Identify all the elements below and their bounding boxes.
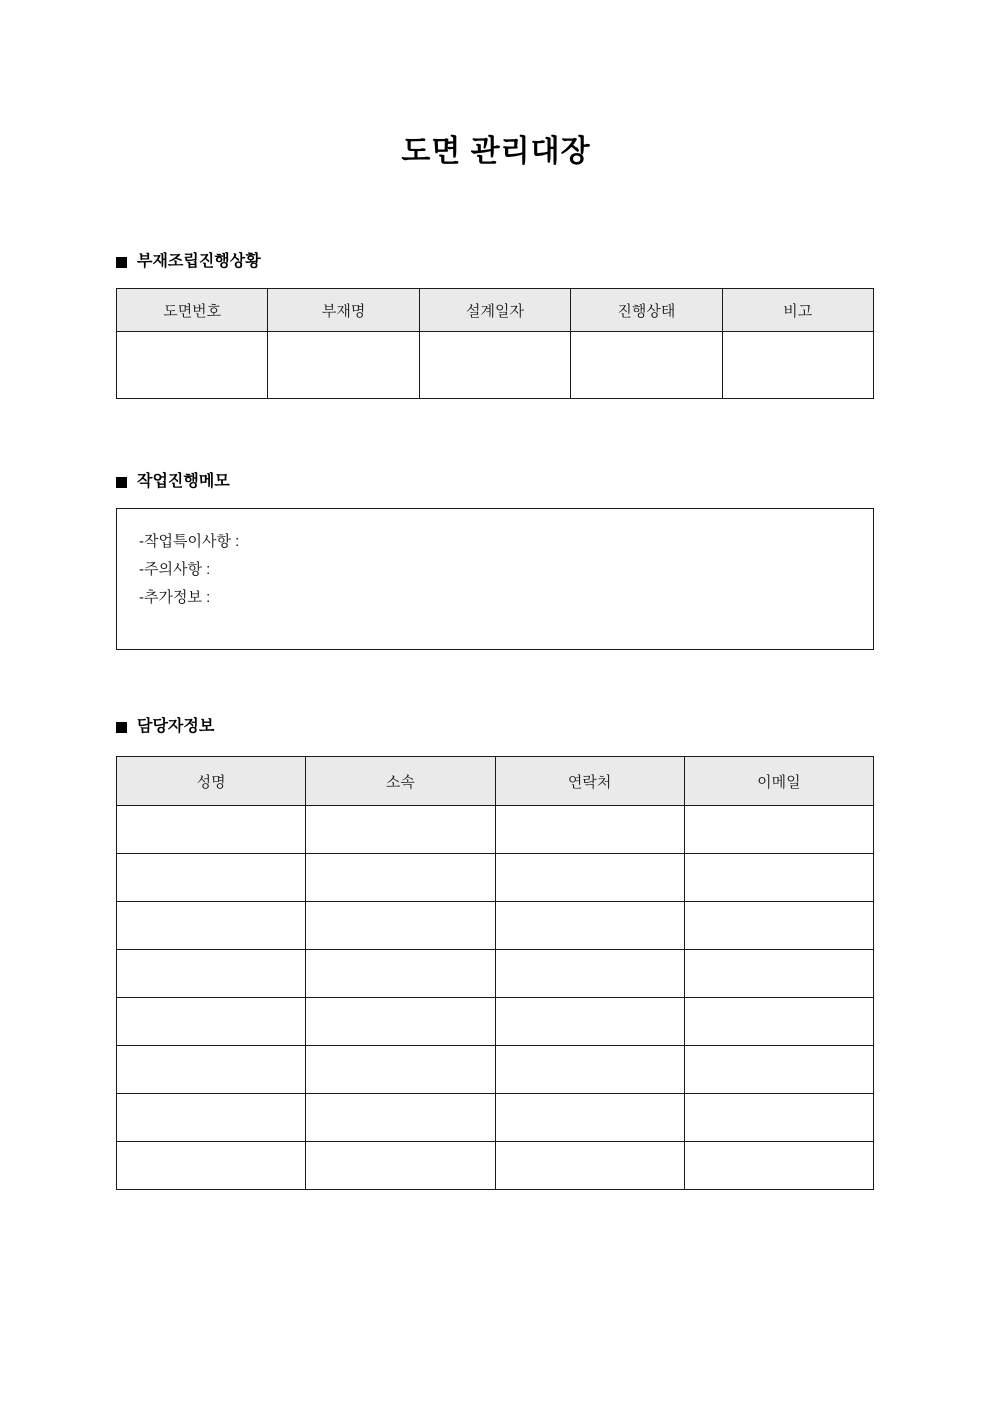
cell-affiliation[interactable]: [306, 806, 495, 854]
cell-affiliation[interactable]: [306, 1142, 495, 1190]
cell-phone[interactable]: [495, 1094, 684, 1142]
cell-phone[interactable]: [495, 902, 684, 950]
cell-email[interactable]: [684, 1142, 873, 1190]
cell-phone[interactable]: [495, 854, 684, 902]
cell-email[interactable]: [684, 998, 873, 1046]
table-row: [117, 998, 874, 1046]
table-row: [117, 1142, 874, 1190]
column-header-remarks: 비고: [722, 289, 873, 332]
cell-phone[interactable]: [495, 1142, 684, 1190]
cell-name[interactable]: [117, 854, 306, 902]
column-header-design-date: 설계일자: [419, 289, 570, 332]
cell-name[interactable]: [117, 806, 306, 854]
table-row: [117, 902, 874, 950]
cell-email[interactable]: [684, 950, 873, 998]
cell-progress-state[interactable]: [571, 332, 722, 399]
table-header-row: [117, 289, 874, 332]
table-row: [117, 332, 874, 399]
table-row: [117, 1094, 874, 1142]
cell-name[interactable]: [117, 1142, 306, 1190]
cell-affiliation[interactable]: [306, 1094, 495, 1142]
memo-line-cautions: -주의사항 :: [139, 561, 211, 578]
table-row: [117, 1046, 874, 1094]
column-header-affiliation: 소속: [306, 757, 495, 806]
cell-affiliation[interactable]: [306, 854, 495, 902]
memo-box[interactable]: [116, 508, 874, 650]
cell-drawing-number[interactable]: [117, 332, 268, 399]
cell-affiliation[interactable]: [306, 902, 495, 950]
section-heading-label: 담당자정보: [137, 718, 215, 735]
cell-phone[interactable]: [495, 806, 684, 854]
cell-name[interactable]: [117, 1046, 306, 1094]
filled-square-icon: [116, 257, 127, 268]
page-title: 도면 관리대장: [401, 135, 591, 168]
cell-phone[interactable]: [495, 950, 684, 998]
section-heading-contacts: [116, 716, 214, 738]
cell-design-date[interactable]: [419, 332, 570, 399]
filled-square-icon: [116, 477, 127, 488]
cell-name[interactable]: [117, 902, 306, 950]
table-header-row: [117, 757, 874, 806]
cell-affiliation[interactable]: [306, 1046, 495, 1094]
cell-affiliation[interactable]: [306, 998, 495, 1046]
cell-name[interactable]: [117, 998, 306, 1046]
cell-phone[interactable]: [495, 998, 684, 1046]
cell-name[interactable]: [117, 1094, 306, 1142]
cell-phone[interactable]: [495, 1046, 684, 1094]
section-heading-label: 작업진행메모: [137, 473, 230, 490]
section-heading-progress: [116, 251, 261, 273]
cell-email[interactable]: [684, 806, 873, 854]
cell-member-name[interactable]: [268, 332, 419, 399]
cell-affiliation[interactable]: [306, 950, 495, 998]
cell-email[interactable]: [684, 1094, 873, 1142]
filled-square-icon: [116, 722, 127, 733]
section-heading-memo: [116, 471, 230, 493]
contacts-table: [116, 756, 874, 1190]
column-header-name: 성명: [117, 757, 306, 806]
cell-email[interactable]: [684, 854, 873, 902]
section-heading-label: 부재조립진행상황: [137, 253, 261, 270]
column-header-drawing-number: 도면번호: [117, 289, 268, 332]
column-header-phone: 연락처: [495, 757, 684, 806]
column-header-progress-state: 진행상태: [571, 289, 722, 332]
table-row: [117, 950, 874, 998]
progress-table: [116, 288, 874, 399]
memo-line-special-notes: -작업특이사항 :: [139, 533, 240, 550]
cell-name[interactable]: [117, 950, 306, 998]
table-row: [117, 806, 874, 854]
cell-remarks[interactable]: [722, 332, 873, 399]
memo-line-extra-info: -추가정보 :: [139, 589, 211, 606]
table-row: [117, 854, 874, 902]
column-header-member-name: 부재명: [268, 289, 419, 332]
contacts-table-body: [117, 806, 874, 1190]
cell-email[interactable]: [684, 1046, 873, 1094]
cell-email[interactable]: [684, 902, 873, 950]
column-header-email: 이메일: [684, 757, 873, 806]
